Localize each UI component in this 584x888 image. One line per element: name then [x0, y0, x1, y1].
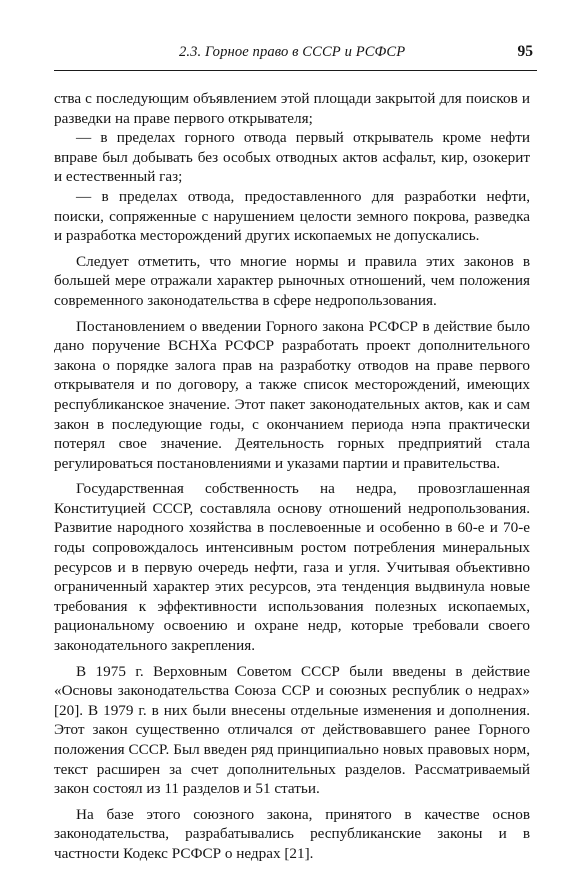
paragraph-8: На базе этого союзного закона, принятого в качестве основ законодательства, разрабатывались республиканские законы и в частности Кодекс РСФСР о недрах [21]. [54, 805, 530, 862]
page-number: 95 [517, 43, 533, 60]
paragraph-2: — в пределах горного отвода первый открыватель кроме нефти вправе был добывать без особых отводных актов асфальт, кир, озокерит и естественный газ; [54, 129, 530, 186]
paragraph-4: Следует отметить, что многие нормы и правила этих законов в большей мере отражали характер рыночных отношений, чем положения современного законодательства в сфере недропользования. [54, 252, 530, 309]
running-title: 2.3. Горное право в СССР и РСФСР [179, 44, 406, 60]
paragraph-1: ства с последующим объявлением этой площади закрытой для поисков и разведки на праве первого открывателя; [54, 90, 530, 127]
paragraph-6: Государственная собственность на недра, провозглашенная Конституцией СССР, составляла основу отношений недропользования. Развитие народного хозяйства в послевоенные и особенно в 60-е и 70-е годы сопровождалось интенсивным ростом потребления минеральных ресурсов и в первую очередь нефти, газа и угля. Учитывая объективно ограниченный характер этих ресурсов, эта тенденция выдвинула новые требования к эффективности использования полезных ископаемых, рациональному освоению и охране недр, которые требовали своего законодательного закрепления. [54, 480, 530, 655]
paragraph-7: В 1975 г. Верховным Советом СССР были введены в действие «Основы законодательства Союза ССР и союзных республик о недрах» [20]. В 1979 г. в них были внесены отдельные изменения и дополнения. Этот закон существенно отличался от действовавшего ранее Горного положения СССР. Был введен ряд принципиально новых правовых норм, текст расширен за счет дополнительных разделов. Рассматриваемый закон состоял из 11 разделов и 51 статьи. [54, 662, 530, 798]
paragraph-3: — в пределах отвода, предоставленного для разработки нефти, поиски, сопряженные с нарушением целости земного покрова, разведка и разработка месторождений других ископаемых не допускались. [54, 187, 530, 245]
body-text [54, 89, 530, 864]
running-header [54, 44, 537, 66]
header-rule [54, 70, 537, 71]
paragraph-5: Постановлением о введении Горного закона РСФСР в действие было дано поручение ВСНХа РСФСР разработать проект дополнительного закона о порядке залога прав на разработку отводов на праве первого открывателя и по договору, а также список месторождений, имеющих республиканское значение. Этот пакет законодательных актов, как и сам закон в последующие годы, с окончанием периода нэпа практически потерял свое значение. Деятельность горных предприятий стала регулироваться постановлениями и указами партии и правительства. [54, 317, 530, 472]
